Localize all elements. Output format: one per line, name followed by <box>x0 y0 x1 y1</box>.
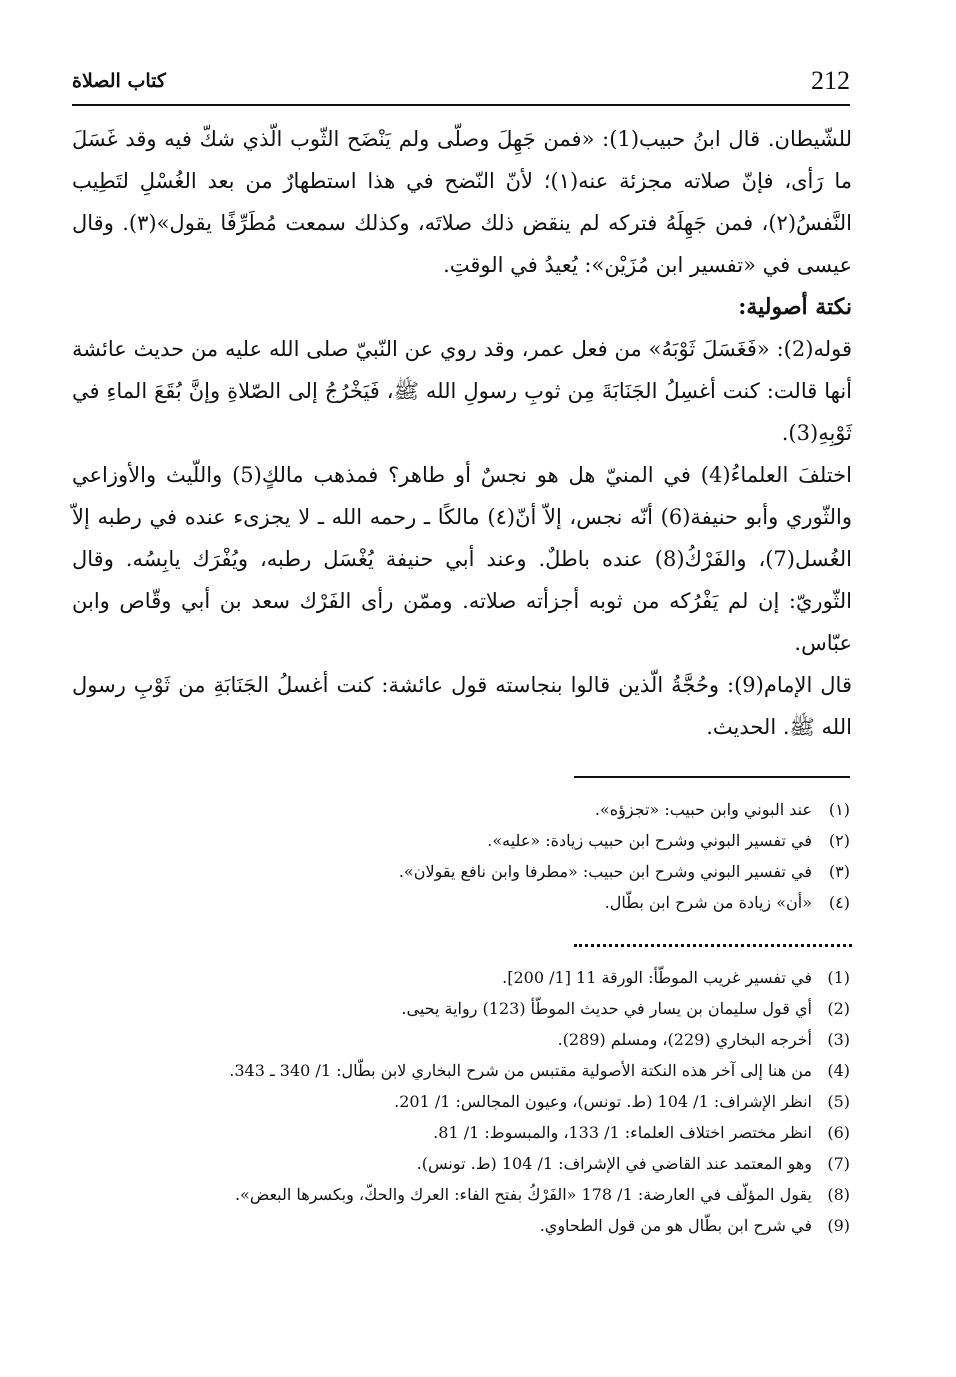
footnote-number: (1) <box>827 968 850 987</box>
footnote-number: (5) <box>827 1092 850 1111</box>
footnote-number: (7) <box>827 1154 850 1173</box>
footnote-item <box>130 993 850 1024</box>
footnote-item <box>130 1179 850 1210</box>
footnote-number: (3) <box>827 1030 850 1049</box>
footnote-text: انظر الإشراف: 1/ 104 (ط. تونس)، وعيون المجالس: 1/ 201. <box>394 1092 812 1111</box>
footnote-text: «أن» زيادة من شرح ابن بطّال. <box>604 893 812 912</box>
section-heading: نكتة أصولية: <box>738 294 852 320</box>
footnote-text: أخرجه البخاري (229)، ومسلم (289). <box>557 1030 812 1049</box>
footnote-number: (9) <box>827 1216 850 1235</box>
footnote-item <box>130 1024 850 1055</box>
footnote-text: يقول المؤلّف في العارضة: 1/ 178 «الفَرْكُ بفتح الفاء: العرك والحكّ، وبكسرها البعض». <box>234 1185 812 1204</box>
footnote-number: (2) <box>827 999 850 1018</box>
footnote-item <box>130 887 850 918</box>
footnote-text: وهو المعتمد عند القاضي في الإشراف: 1/ 104 (ط. تونس). <box>416 1154 812 1173</box>
footnote-text: في تفسير البوني وشرح ابن حبيب: «مطرفا وابن نافع يقولان». <box>398 862 812 881</box>
footnote-item <box>130 794 850 825</box>
paragraph-1: للشّيطان. قال ابنُ حبيب(1): «فمن جَهِلَ وصلّى ولم يَنْضَح الثّوب الّذي شكّ فيه وقد غَسَلَ ما رَأى، فإنّ صلاته مجزئة عنه(١)؛ لأنّ النّضح في هذا استطهارٌ من بعد الغُسْلِ لتَطِيب النَّفسُ(٢)، فمن جَهِلَهُ فتركه لم ينقض ذلك صلاتَه، وكذلك سمعت مُطَرِّفًا يقول»(٣). وقال عيسى في «تفسير ابن مُزَيْن»: يُعيدُ في الوقتِ. <box>72 127 852 277</box>
header-rule <box>72 104 850 106</box>
footnote-number: (٢) <box>828 831 850 850</box>
footnote-text: أي قول سليمان بن يسار في حديث الموطّأ (123) رواية يحيى. <box>401 999 812 1018</box>
footnote-item <box>130 962 850 993</box>
footnote-item <box>130 1117 850 1148</box>
footnote-text: في تفسير غريب الموطّأ: الورقة 11 [1/ 200]. <box>502 968 812 987</box>
footnote-text: في تفسير البوني وشرح ابن حبيب زيادة: «عليه». <box>487 831 812 850</box>
footnote-text: انظر مختصر اختلاف العلماء: 1/ 133، والمبسوط: 1/ 81. <box>433 1123 812 1142</box>
main-text <box>72 118 852 748</box>
footnote-number: (8) <box>827 1185 850 1204</box>
footnote-text: عند البوني وابن حبيب: «تجزؤه». <box>594 800 812 819</box>
footnote-number: (٤) <box>828 893 850 912</box>
page-header <box>72 60 850 104</box>
footnote-item <box>130 1210 850 1241</box>
source-footnotes <box>130 962 850 1241</box>
footnote-number: (٣) <box>828 862 850 881</box>
footnote-separator-rule <box>574 776 850 778</box>
paragraph-3: اختلفَ العلماءُ(4) في المنيّ هل هو نجسٌ أو طاهر؟ فمذهب مالكٍ(5) واللّيث والأوزاعي والثّوري وأبو حنيفة(6) أنّه نجس، إلاّ أنّ(٤) مالكًا ـ رحمه الله ـ لا يجزىء عنده في رطبه إلاّ الغُسل(7)، والفَرْكُ(8) عنده باطلٌ. وعند أبي حنيفة يُغْسَل رطبه، ويُفْرَك يابِسُه. وقال الثّوريّ: إن لم يَفْرُكه من ثوبه أجزأته صلاته. وممّن رأى الفَرْك سعد بن أبي وقّاص وابن عبّاس. <box>72 463 853 655</box>
footnote-item <box>130 1148 850 1179</box>
footnote-text: من هنا إلى آخر هذه النكتة الأصولية مقتبس من شرح البخاري لابن بطّال: 1/ 340 ـ 343. <box>229 1061 812 1080</box>
paragraph-4: قال الإمام(9): وحُجَّةُ الّذين قالوا بنجاسته قول عائشة: كنت أغسلُ الجَنَابَةِ من ثَوْبِ رسول الله ﷺ. الحديث. <box>72 673 852 739</box>
paragraph-2: قوله(2): «فَغَسَلَ ثَوْبَهُ» من فعل عمر، وقد روي عن النّبيّ صلى الله عليه من حديث عائشة أنها قالت: كنت أغسِلُ الجَنَابَةَ مِن ثوبِ رسولِ الله ﷺ، فَيَخْرُجُ إلى الصّلاةِ وإنَّ بُقَعَ الماءِ في ثَوْبِهِ(3). <box>72 337 852 445</box>
footnote-text: في شرح ابن بطّال هو من قول الطحاوي. <box>539 1216 812 1235</box>
running-title: كتاب الصلاة <box>72 70 166 92</box>
page-number: 212 <box>811 66 850 95</box>
footnote-item <box>130 1055 850 1086</box>
footnote-item <box>130 856 850 887</box>
dotted-separator <box>574 938 852 947</box>
footnote-number: (4) <box>827 1061 850 1080</box>
footnote-item <box>130 825 850 856</box>
editor-footnotes <box>130 794 850 918</box>
footnote-item <box>130 1086 850 1117</box>
footnote-number: (6) <box>827 1123 850 1142</box>
footnote-number: (١) <box>828 800 850 819</box>
